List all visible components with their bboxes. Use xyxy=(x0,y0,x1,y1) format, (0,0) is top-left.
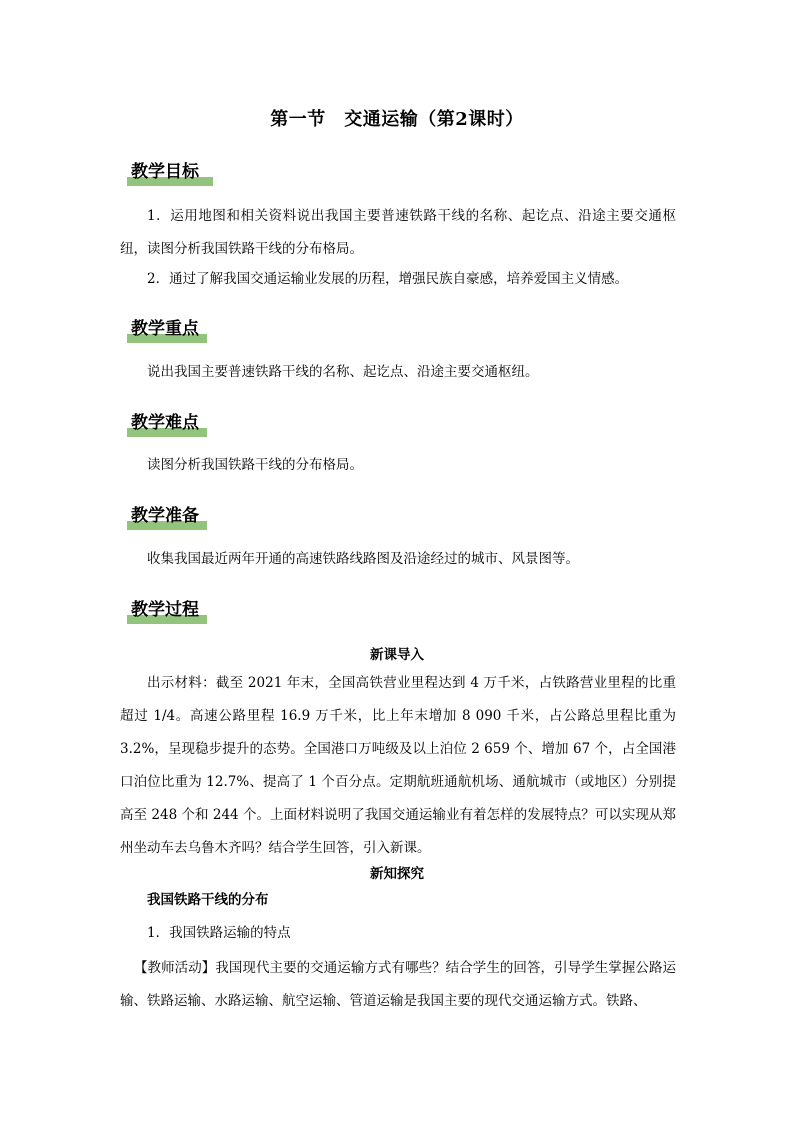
section-heading-label: 教学重点 xyxy=(131,319,199,339)
key-points-text: 说出我国主要普速铁路干线的名称、起讫点、沿途主要交通枢纽。 xyxy=(147,364,539,380)
intro-paragraph: 出示材料：截至 2021 年末，全国高铁营业里程达到 4 万千米，占铁路营业里程的比重超过 1/4。高速公路里程 16.9 万千米，比上年末增加 8 090 千米，占公路总里程比重为 3.2%，呈现稳步提升的态势。全国港口万吨级及以上泊位 2 659 个、增加 67 个，占全国港口泊位比重为 12.7%、提高了 1 个百分点。定期航班通航机场、通航城市（或地区）分别提高至 248 个和 244 个。上面材料说明了我国交通运输业有着怎样的发展特点？可以实现从郑州坐动车去乌鲁木齐吗？结合学生回答，引入新课。 xyxy=(120,675,676,856)
page-title: 第一节 交通运输（第2课时） xyxy=(270,109,524,130)
objective-item-1: 1．运用地图和相关资料说出我国主要普速铁路干线的名称、起讫点、沿途主要交通枢纽，读图分析我国铁路干线的分布格局。 xyxy=(120,208,676,257)
preparation-text: 收集我国最近两年开通的高速铁路线路图及沿途经过的城市、风景图等。 xyxy=(147,551,579,567)
section-heading-objectives xyxy=(127,158,199,186)
section-heading-label: 教学准备 xyxy=(131,506,199,526)
point-1: 1．我国铁路运输的特点 xyxy=(147,925,291,941)
section-heading-process xyxy=(127,596,199,624)
section-heading-label: 教学难点 xyxy=(131,413,199,433)
explore-heading: 新知探究 xyxy=(370,866,424,882)
intro-heading: 新课导入 xyxy=(370,647,424,663)
section-heading-label: 教学目标 xyxy=(131,162,199,182)
objective-item-2: 2．通过了解我国交通运输业发展的历程，增强民族自豪感，培养爱国主义情感。 xyxy=(147,271,629,287)
section-heading-label: 教学过程 xyxy=(131,600,199,620)
section-heading-preparation xyxy=(127,502,199,530)
section-heading-difficulties xyxy=(127,409,199,437)
section-heading-key-points xyxy=(127,315,199,343)
teacher-activity-paragraph: 【教师活动】我国现代主要的交通运输方式有哪些？结合学生的回答，引导学生掌握公路运输、铁路运输、水路运输、航空运输、管道运输是我国主要的现代交通运输方式。铁路、 xyxy=(120,960,676,1009)
difficulties-text: 读图分析我国铁路干线的分布格局。 xyxy=(147,457,363,473)
railway-subheading: 我国铁路干线的分布 xyxy=(147,892,269,908)
